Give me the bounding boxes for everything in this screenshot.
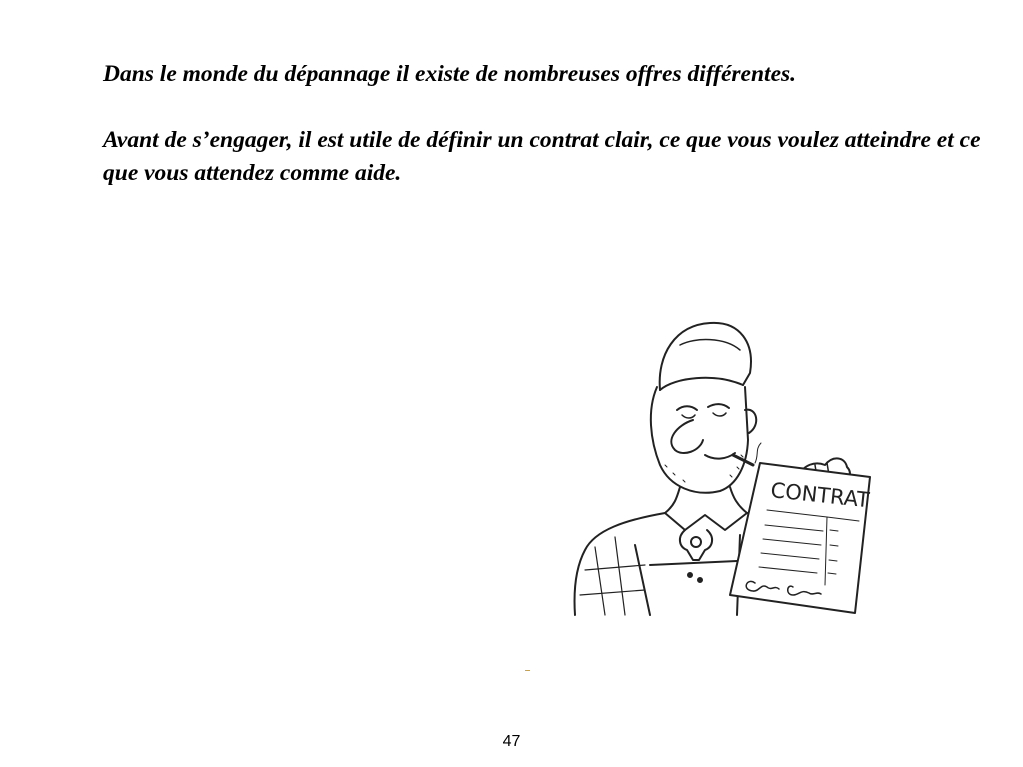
- advice-paragraph: Avant de s’engager, il est utile de définir un contrat clair, ce que vous voulez atteindre et ce que vous attendez comme aide.: [103, 127, 981, 186]
- slide-body-text: [103, 58, 1003, 190]
- decorative-mark: [525, 670, 530, 671]
- intro-paragraph: Dans le monde du dépannage il existe de nombreuses offres différentes.: [103, 61, 797, 87]
- page-number: 47: [502, 733, 521, 750]
- mechanic-with-contract-illustration: [565, 315, 895, 620]
- contract-heading: CONTRAT: [769, 478, 871, 513]
